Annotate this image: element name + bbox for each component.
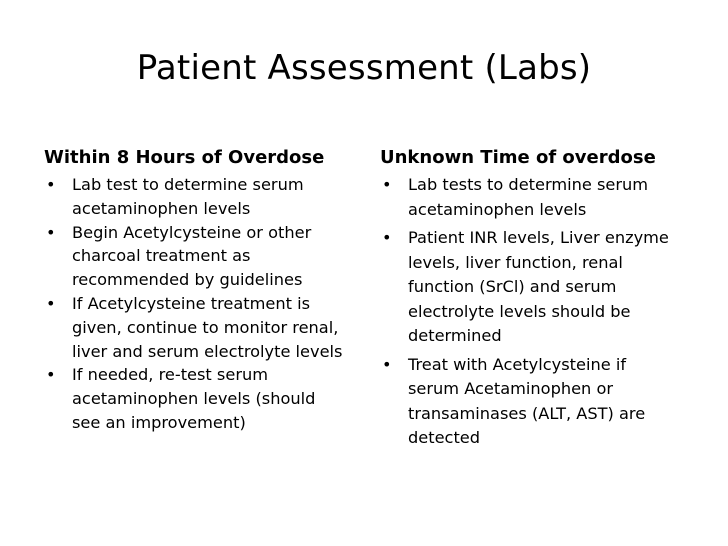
bullet-icon: • [382,175,392,194]
bullet-icon: • [382,228,392,247]
list-item [380,226,680,349]
list-item [44,363,346,434]
list-item-text: Patient INR levels, Liver enzyme levels, liver function, renal function (SrCl) and serum electrolyte levels should be determined [408,228,669,345]
list-item-text: If Acetylcysteine treatment is given, continue to monitor renal, liver and serum electrolyte levels [72,293,343,361]
right-column-heading: Unknown Time of overdose [380,147,656,168]
left-column-heading: Within 8 Hours of Overdose [44,147,325,168]
list-item [44,221,346,292]
list-item-text: Begin Acetylcysteine or other charcoal treatment as recommended by guidelines [72,222,312,290]
slide-title: Patient Assessment (Labs) [136,48,592,88]
bullet-icon: • [46,222,56,242]
list-item [44,173,346,221]
right-bullet-list [380,173,680,451]
list-item-text: If needed, re-test serum acetaminophen levels (should see an improvement) [72,365,316,432]
bullet-icon: • [46,293,56,313]
bullet-icon: • [46,365,56,385]
list-item-text: Treat with Acetylcysteine if serum Acetaminophen or transaminases (ALT, AST) are detected [408,354,646,447]
list-item [380,353,680,451]
list-item [44,292,346,363]
list-item [380,173,680,222]
bullet-icon: • [46,175,56,194]
bullet-icon: • [382,354,392,374]
list-item-text: Lab test to determine serum acetaminophen levels [72,175,304,218]
left-column [44,145,346,435]
right-column [380,145,680,451]
left-bullet-list [44,173,346,435]
list-item-text: Lab tests to determine serum acetaminophen levels [408,175,649,219]
